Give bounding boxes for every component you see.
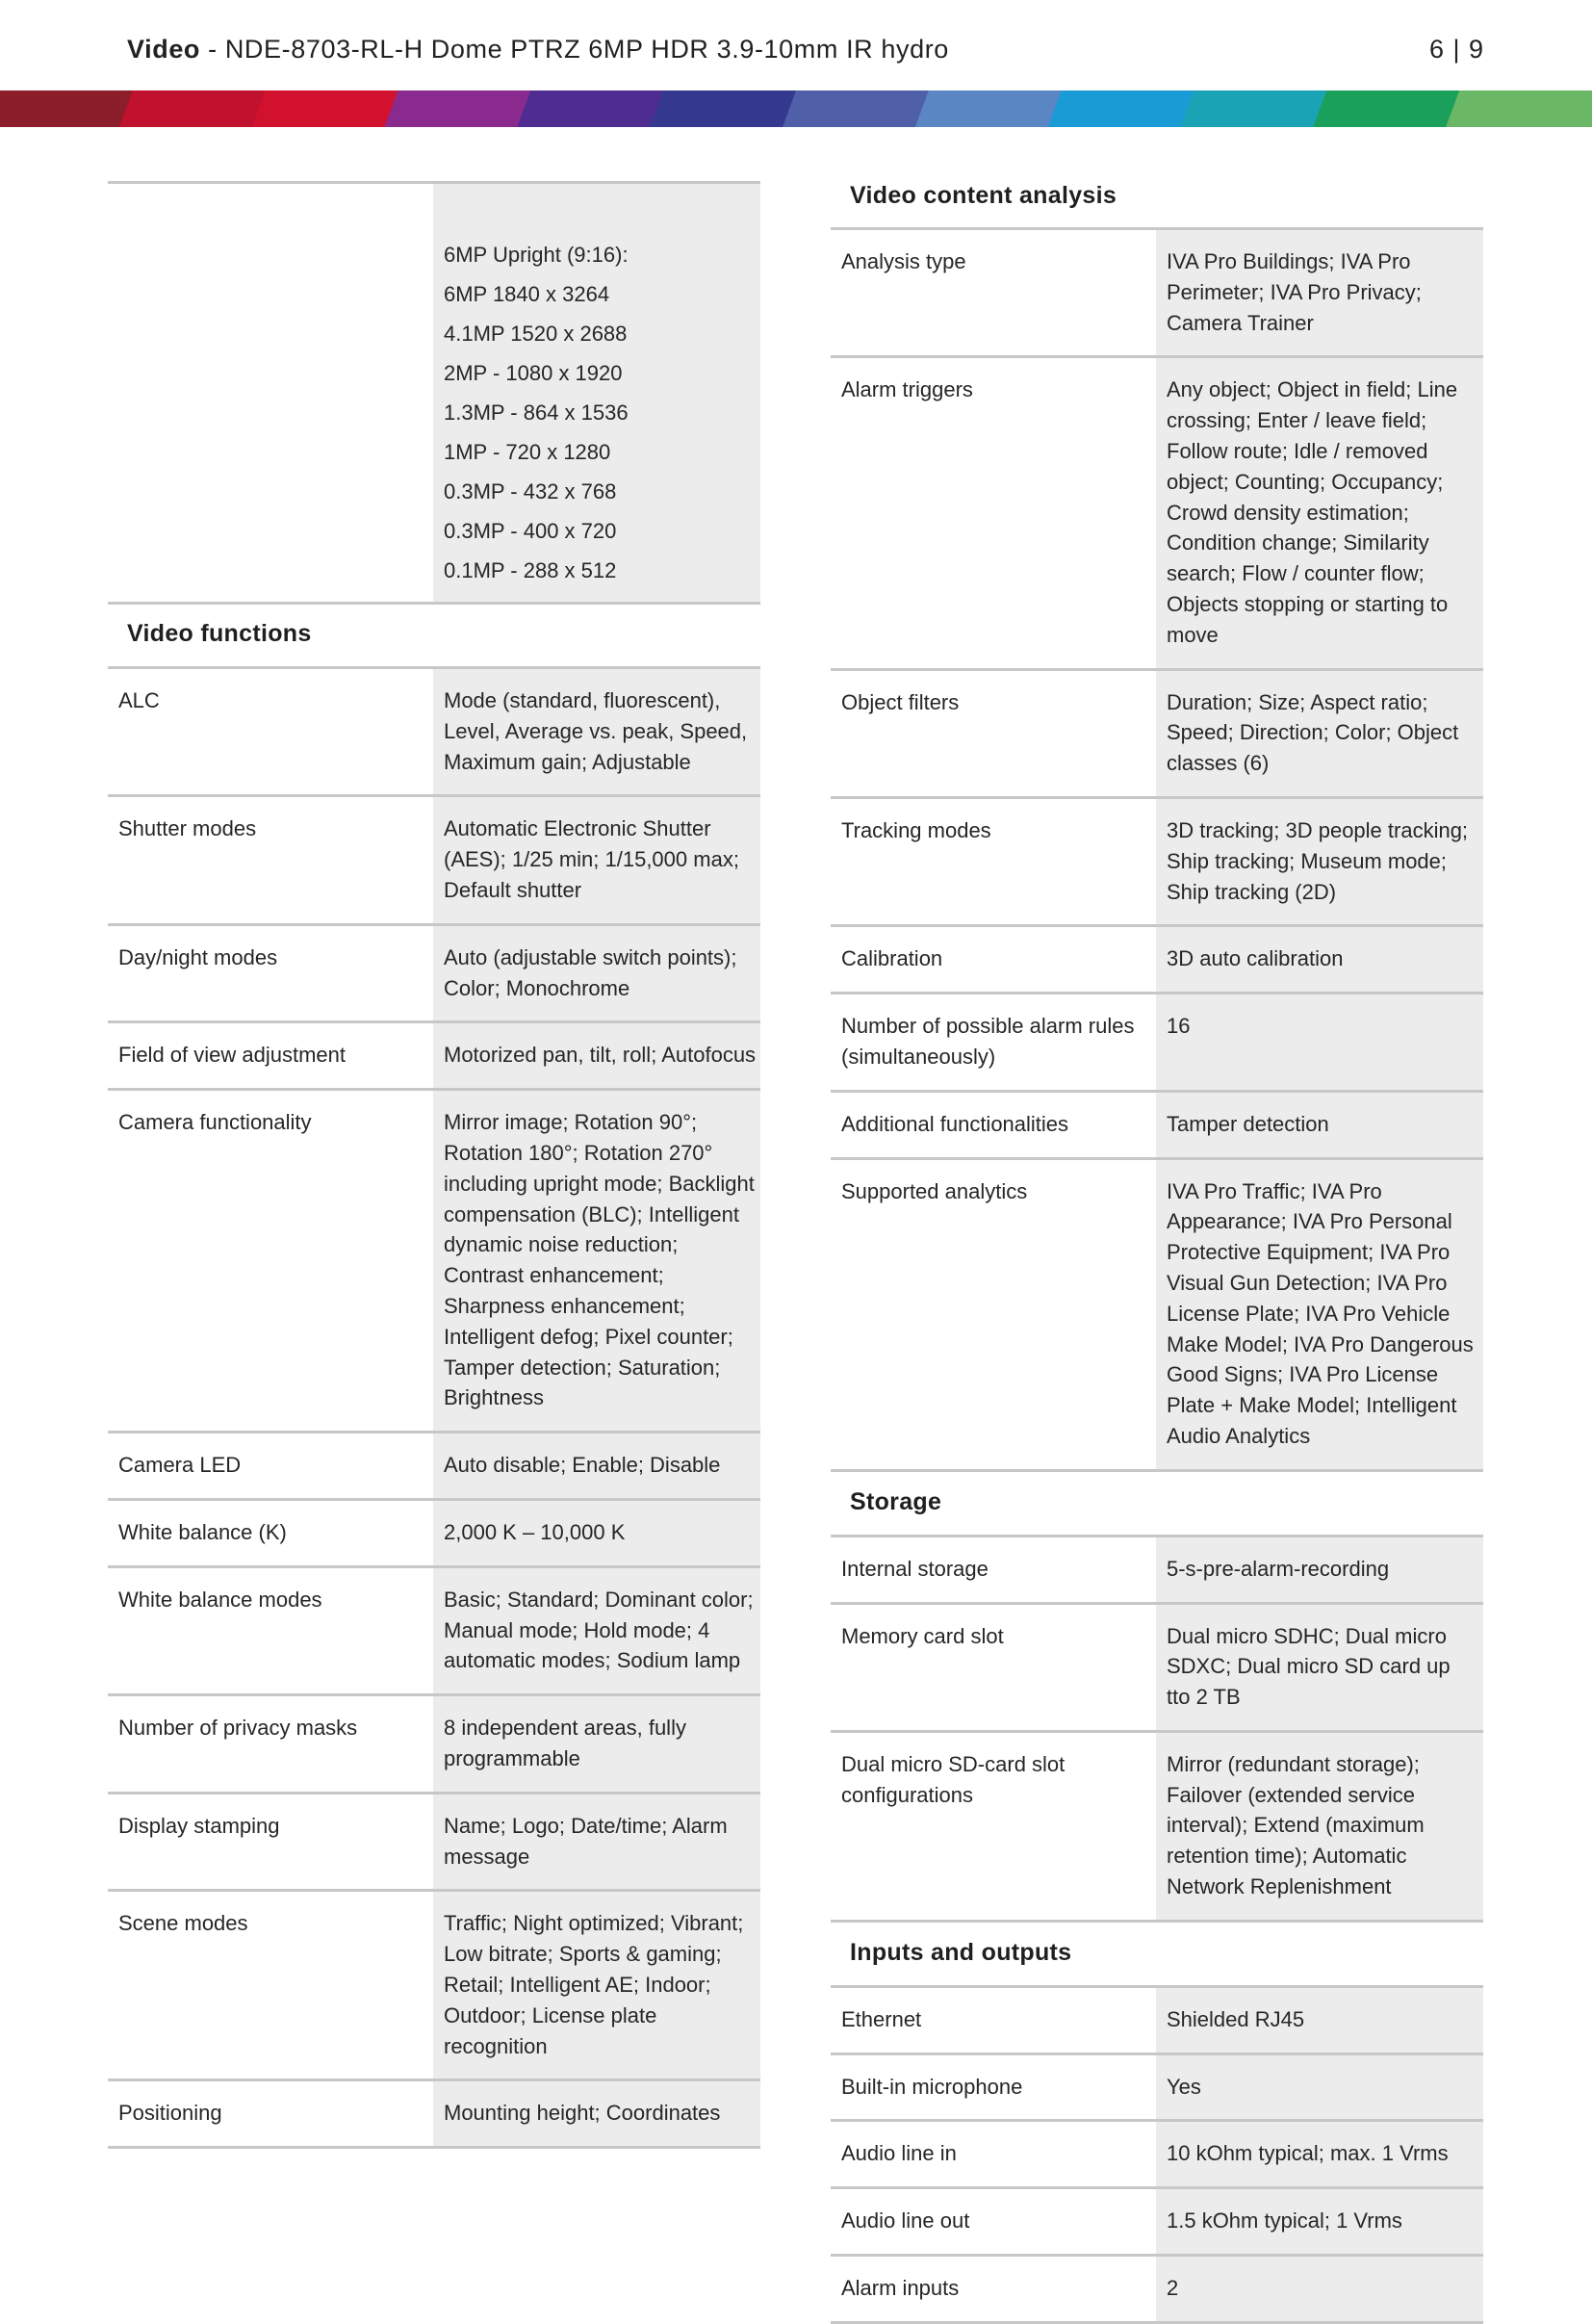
- table-row: [831, 227, 1483, 355]
- table-row: [831, 2053, 1483, 2120]
- row-value: Basic; Standard; Dominant color; Manual mode; Hold mode; 4 automatic modes; Sodium lamp: [433, 1568, 760, 1693]
- resolution-item: 4.1MP 1520 x 2688: [444, 322, 628, 346]
- table-row: [108, 794, 760, 922]
- row-label: Analysis type: [841, 249, 966, 273]
- row-value: 2,000 K – 10,000 K: [433, 1501, 760, 1565]
- row-label: White balance modes: [118, 1587, 322, 1612]
- table-row: [831, 668, 1483, 796]
- row-value: Traffic; Night optimized; Vibrant; Low bitrate; Sports & gaming; Retail; Intelligent AE; Indoor; Outdoor; License plate recognition: [433, 1892, 760, 2079]
- section-title: Storage: [850, 1487, 942, 1515]
- resolution-item: 1MP - 720 x 1280: [444, 440, 611, 464]
- row-value: Name; Logo; Date/time; Alarm message: [433, 1795, 760, 1890]
- vca-table: [831, 227, 1483, 1469]
- row-label: Positioning: [118, 2101, 222, 2126]
- color-band-segment: [1446, 90, 1592, 127]
- row-value: Automatic Electronic Shutter (AES); 1/25 min; 1/15,000 max; Default shutter: [433, 797, 760, 922]
- row-label: Dual micro SD-card slot configurations: [841, 1751, 1066, 1807]
- row-value: 8 independent areas, fully programmable: [433, 1696, 760, 1792]
- table-row: [108, 1889, 760, 2079]
- color-band: [0, 90, 1592, 127]
- row-label: Object filters: [841, 689, 960, 714]
- table-row: [831, 1730, 1483, 1920]
- row-label: Scene modes: [118, 1911, 248, 1936]
- model-name: NDE-8703-RL-H Dome PTRZ 6MP HDR 3.9-10mm IR hydro: [224, 35, 949, 64]
- table-row: [108, 2079, 760, 2149]
- section-header: [831, 168, 1483, 227]
- row-value: Mirror (redundant storage); Failover (extended service interval); Extend (maximum retention time); Automatic Network Replenishment: [1156, 1733, 1483, 1920]
- table-row: [831, 1985, 1483, 2053]
- row-label: Tracking modes: [841, 817, 991, 842]
- row-value: Any object; Object in field; Line crossing; Enter / leave field; Follow route; Idle / removed object; Counting; Occupancy; Crowd density estimation; Condition change; Similarity search; Flow / counter flow; Objects stopping or starting to move: [1156, 358, 1483, 667]
- section-title: Video content analysis: [850, 182, 1117, 209]
- row-value: 16: [1156, 994, 1483, 1090]
- row-label: Field of view adjustment: [118, 1043, 346, 1068]
- row-label: Ethernet: [841, 2006, 922, 2031]
- table-row: [831, 924, 1483, 992]
- table-row: [831, 992, 1483, 1090]
- section-header: [831, 1920, 1483, 1985]
- resolution-list: [433, 184, 760, 602]
- row-label: Built-in microphone: [841, 2074, 1023, 2099]
- resolution-item: 6MP Upright (9:16):: [444, 243, 629, 267]
- row-value: Shielded RJ45: [1156, 1988, 1483, 2053]
- row-value: 3D auto calibration: [1156, 927, 1483, 992]
- row-label: Audio line out: [841, 2208, 970, 2234]
- row-value: 10 kOhm typical; max. 1 Vrms: [1156, 2122, 1483, 2186]
- table-row: [831, 1535, 1483, 1602]
- row-value: 5-s-pre-alarm-recording: [1156, 1537, 1483, 1602]
- row-label: Number of possible alarm rules (simultaneously): [841, 1014, 1135, 1069]
- section-title: Inputs and outputs: [850, 1938, 1072, 1966]
- section-name: Video: [127, 35, 201, 64]
- table-row: [831, 1602, 1483, 1730]
- row-value: IVA Pro Traffic; IVA Pro Appearance; IVA Pro Personal Protective Equipment; IVA Pro Visual Gun Detection; IVA Pro License Plate; IVA Pro Vehicle Make Model; IVA Pro Dangerous Good Signs; IVA Pro License Plate + Make Model; Intelligent Audio Analytics: [1156, 1160, 1483, 1469]
- row-value: Mounting height; Coordinates: [433, 2081, 760, 2146]
- row-label: Internal storage: [841, 1556, 989, 1581]
- section-header: [108, 602, 760, 666]
- table-row: [831, 796, 1483, 924]
- row-value: Mode (standard, fluorescent), Level, Average vs. peak, Speed, Maximum gain; Adjustable: [433, 669, 760, 794]
- row-label: Memory card slot: [841, 1623, 1004, 1648]
- table-row: [108, 1792, 760, 1890]
- row-label: Camera LED: [118, 1453, 242, 1478]
- row-value: Tamper detection: [1156, 1093, 1483, 1157]
- resolution-item: 0.1MP - 288 x 512: [444, 558, 617, 582]
- row-label: Audio line in: [841, 2141, 957, 2166]
- storage-table: [831, 1535, 1483, 1920]
- table-row: [108, 1088, 760, 1431]
- table-row: [831, 1090, 1483, 1157]
- left-column: [108, 181, 760, 2149]
- row-value: Yes: [1156, 2055, 1483, 2120]
- row-value: 1.5 kOhm typical; 1 Vrms: [1156, 2189, 1483, 2254]
- row-label: Alarm inputs: [841, 2276, 960, 2301]
- row-value: IVA Pro Buildings; IVA Pro Perimeter; IVA Pro Privacy; Camera Trainer: [1156, 230, 1483, 355]
- row-label: Day/night modes: [118, 944, 278, 969]
- row-label: Alarm triggers: [841, 377, 973, 402]
- section-header: [831, 1469, 1483, 1535]
- resolution-item: 0.3MP - 400 x 720: [444, 519, 617, 543]
- resolution-item: 2MP - 1080 x 1920: [444, 361, 623, 385]
- table-row: [108, 666, 760, 794]
- row-label: Shutter modes: [118, 816, 257, 841]
- table-row: [108, 1693, 760, 1792]
- table-row: [831, 2254, 1483, 2324]
- row-label: Camera functionality: [118, 1110, 312, 1135]
- row-label: White balance (K): [118, 1519, 287, 1544]
- table-row: [108, 1020, 760, 1088]
- table-row: [831, 1157, 1483, 1469]
- table-row: [831, 2186, 1483, 2254]
- document-title: Video - NDE-8703-RL-H Dome PTRZ 6MP HDR 3.9-10mm IR hydro: [127, 35, 949, 64]
- row-value: Duration; Size; Aspect ratio; Speed; Direction; Color; Object classes (6): [1156, 671, 1483, 796]
- section-title: Video functions: [127, 620, 312, 647]
- row-label: [108, 184, 433, 602]
- row-label: Additional functionalities: [841, 1111, 1069, 1136]
- resolution-item: 1.3MP - 864 x 1536: [444, 400, 629, 425]
- row-label: ALC: [118, 688, 160, 712]
- table-row: [108, 923, 760, 1021]
- resolution-item: 0.3MP - 432 x 768: [444, 479, 617, 504]
- table-row: [108, 181, 760, 602]
- table-row: [108, 1498, 760, 1565]
- row-value: 2: [1156, 2257, 1483, 2321]
- row-value: Auto (adjustable switch points); Color; Monochrome: [433, 926, 760, 1021]
- row-value: Auto disable; Enable; Disable: [433, 1433, 760, 1498]
- row-value: Dual micro SDHC; Dual micro SDXC; Dual micro SD card up tto 2 TB: [1156, 1605, 1483, 1730]
- table-row: [108, 1565, 760, 1693]
- row-label: Number of privacy masks: [118, 1716, 358, 1741]
- row-value: 3D tracking; 3D people tracking; Ship tracking; Museum mode; Ship tracking (2D): [1156, 799, 1483, 924]
- table-row: [831, 2119, 1483, 2186]
- table-row: [108, 1431, 760, 1498]
- resolution-item: 6MP 1840 x 3264: [444, 282, 610, 306]
- video-functions-table: [108, 666, 760, 2149]
- row-value: Motorized pan, tilt, roll; Autofocus: [433, 1023, 760, 1088]
- row-value: Mirror image; Rotation 90°; Rotation 180°; Rotation 270° including upright mode; Backlight compensation (BLC); Intelligent dynamic noise reduction; Contrast enhancement; Sharpness enhancement; Intelligent defog; Pixel counter; Tamper detection; Saturation; Brightness: [433, 1091, 760, 1431]
- page-number: 6 | 9: [1428, 35, 1484, 64]
- page-header: [0, 0, 1592, 91]
- io-table: [831, 1985, 1483, 2324]
- right-column: [831, 168, 1483, 2324]
- table-row: [831, 355, 1483, 667]
- row-label: Display stamping: [118, 1813, 280, 1838]
- row-label: Calibration: [841, 946, 943, 971]
- row-label: Supported analytics: [841, 1178, 1028, 1203]
